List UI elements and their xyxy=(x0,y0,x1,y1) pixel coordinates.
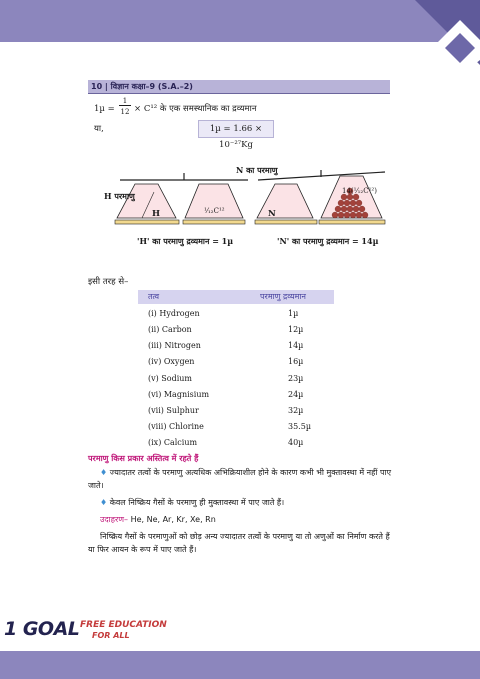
example-line xyxy=(100,513,410,526)
example-label: उदाहरण– xyxy=(100,515,129,524)
formula-box: 1µ = 1.66 × 10⁻²⁷Kg xyxy=(198,120,274,138)
n-atom-label: N का परमाणु xyxy=(236,165,278,175)
logo-tagline-1: FREE EDUCATION xyxy=(80,620,167,630)
c12-fraction-left: ¹⁄₁₂C¹² xyxy=(204,207,225,215)
row-mass: 35.5µ xyxy=(288,422,312,431)
table-header-row xyxy=(138,290,334,304)
row-mass: 40µ xyxy=(288,438,304,447)
fraction-denominator: 12 xyxy=(120,108,130,116)
row-mass: 16µ xyxy=(288,357,304,366)
example-text: He, Ne, Ar, Kr, Xe, Rn xyxy=(130,515,216,524)
row-mass: 14µ xyxy=(288,341,304,350)
row-element: (iii) Nitrogen xyxy=(148,341,201,350)
row-element: (viii) Chlorine xyxy=(148,422,204,431)
bullet-text-1: ज्यादातर तत्वों के परमाणु अत्यधिक अभिक्रियाशील होने के कारण कभी भी मुक्तावस्था में नहीं पाए जाते। xyxy=(88,468,392,490)
or-label: या, xyxy=(94,124,104,134)
bullet-paragraph-1 xyxy=(88,466,398,492)
row-element: (ii) Carbon xyxy=(148,325,192,334)
page-header-text: 10 | विज्ञान कक्षा–9 (S.A.–2) xyxy=(91,82,193,91)
similarly-text: इसी तरह से– xyxy=(88,277,129,287)
h-symbol: H xyxy=(152,209,161,219)
corner-decoration xyxy=(400,0,480,95)
section-heading: परमाणु किस प्रकार अस्तित्व में रहते हैं xyxy=(88,454,199,463)
page-header-bar xyxy=(88,80,390,94)
logo-tagline-2: FOR ALL xyxy=(92,631,130,640)
amu-definition-text: × C¹² के एक समस्थानिक का द्रव्यमान xyxy=(134,104,257,114)
row-mass: 1µ xyxy=(288,309,299,318)
bullet-diamond-icon: ♦ xyxy=(100,468,110,477)
n-mass-caption: 'N' का परमाणु द्रव्यमान = 14µ xyxy=(277,236,379,246)
n-symbol: N xyxy=(268,209,276,219)
c12-fraction-right: 14(¹⁄₁₂C¹²) xyxy=(342,187,377,195)
bottom-decorative-band xyxy=(0,651,480,679)
table-header-element: तत्व xyxy=(148,292,160,301)
row-element: (ix) Calcium xyxy=(148,438,198,447)
bullet-paragraph-2 xyxy=(88,496,398,509)
h-mass-caption: 'H' का परमाणु द्रव्यमान = 1µ xyxy=(137,236,234,246)
row-mass: 23µ xyxy=(288,374,304,383)
bullet-text-2: केवल निष्क्रिय गैसों के परमाणु ही मुक्तावस्था में पाए जाते हैं। xyxy=(109,498,285,507)
h-atom-label: H परमाणु xyxy=(104,191,135,201)
row-mass: 12µ xyxy=(288,325,304,334)
fraction-numerator: 1 xyxy=(119,97,131,106)
row-mass: 24µ xyxy=(288,390,304,399)
closing-paragraph: निष्क्रिय गैसों के परमाणुओं को छोड़ अन्य ज्यादातर तत्वों के परमाणु या तो अणुओं का निर्माण करते हैं या फिर आयन के रूप में पाए जाते हैं। xyxy=(88,532,390,554)
row-mass: 32µ xyxy=(288,406,304,415)
row-element: (iv) Oxygen xyxy=(148,357,195,366)
bullet-diamond-icon: ♦ xyxy=(100,498,110,507)
row-element: (vi) Magnisium xyxy=(148,390,210,399)
row-element: (v) Sodium xyxy=(148,374,193,383)
row-element: (vii) Sulphur xyxy=(148,406,199,415)
amu-lhs: 1µ = xyxy=(94,104,115,114)
logo-main-text: 1 GOAL xyxy=(4,618,80,640)
row-element: (i) Hydrogen xyxy=(148,309,200,318)
table-header-mass: परमाणु द्रव्यमान xyxy=(260,292,306,301)
